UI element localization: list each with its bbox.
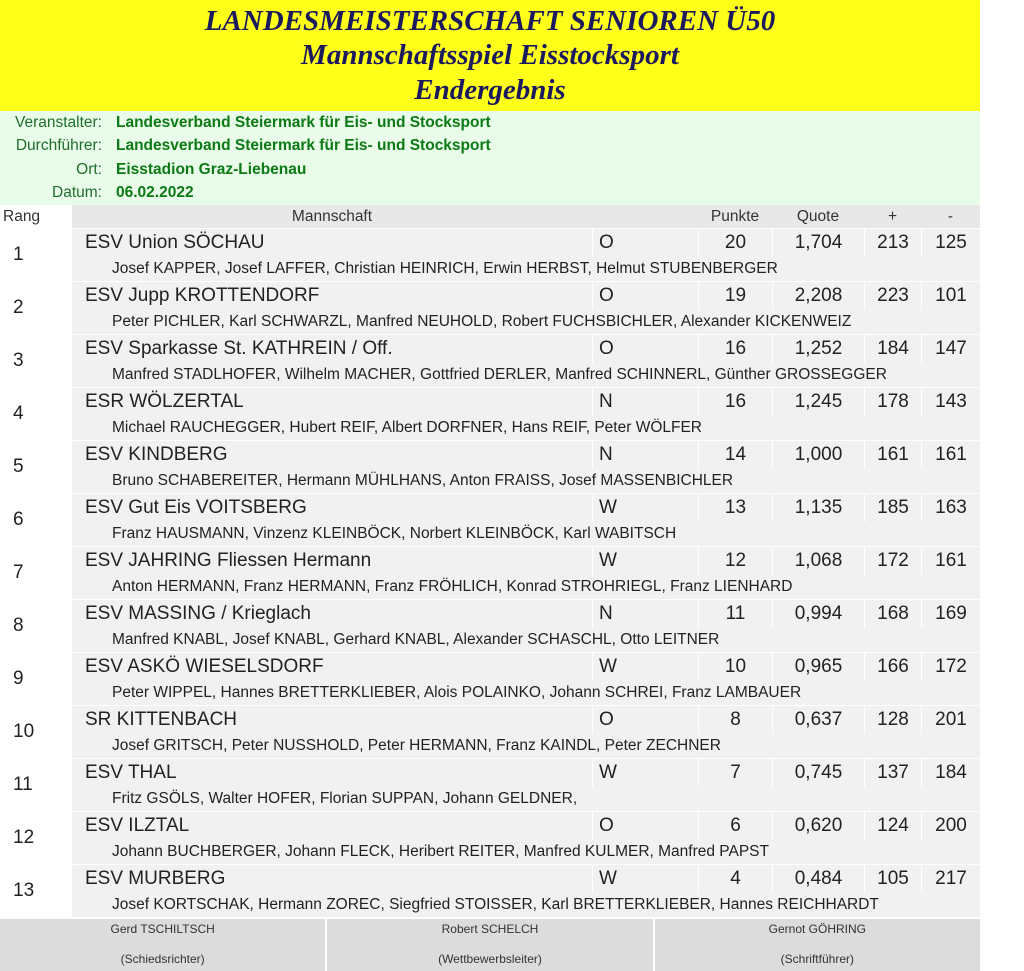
team-stats: [72, 706, 980, 734]
team-plus: 185: [864, 494, 921, 522]
team-name: SR KITTENBACH: [85, 709, 238, 730]
team-quote: 1,252: [772, 335, 864, 363]
team-minus: 200: [921, 812, 980, 840]
team-quote: 0,637: [772, 706, 864, 734]
team-stats: [72, 865, 980, 893]
team-body: [72, 388, 980, 440]
table-row: [0, 599, 980, 652]
team-players: Peter PICHLER, Karl SCHWARZL, Manfred NEUHOLD, Robert FUCHSBICHLER, Alexander KICKENWEIZ: [112, 313, 852, 330]
event-info: [0, 111, 980, 205]
team-players: Michael RAUCHEGGER, Hubert REIF, Albert DORFNER, Hans REIF, Peter WÖLFER: [112, 419, 702, 436]
team-name: ESV Sparkasse St. KATHREIN / Off.: [85, 338, 393, 359]
table-row: [0, 387, 980, 440]
team-stats: [72, 388, 980, 416]
team-stats: [72, 494, 980, 522]
team-body: [72, 282, 980, 334]
team-points: 12: [698, 547, 772, 575]
team-rank: 2: [13, 297, 24, 318]
team-points: 6: [698, 812, 772, 840]
team-points: 16: [698, 335, 772, 363]
team-minus: 217: [921, 865, 980, 893]
team-group: N: [592, 600, 698, 628]
team-plus: 172: [864, 547, 921, 575]
team-plus: 213: [864, 229, 921, 257]
team-players: Josef KAPPER, Josef LAFFER, Christian HEINRICH, Erwin HERBST, Helmut STUBENBERGER: [112, 260, 778, 277]
team-minus: 125: [921, 229, 980, 257]
team-name: ESV MURBERG: [85, 868, 226, 889]
table-row: [0, 281, 980, 334]
team-group: N: [592, 388, 698, 416]
team-stats: [72, 335, 980, 363]
team-body: [72, 653, 980, 705]
team-plus: 178: [864, 388, 921, 416]
header-punkte: Punkte: [710, 207, 760, 225]
team-players: Fritz GSÖLS, Walter HOFER, Florian SUPPAN, Johann GELDNER,: [112, 790, 578, 807]
team-plus: 223: [864, 282, 921, 310]
team-players: Anton HERMANN, Franz HERMANN, Franz FRÖHLICH, Konrad STROHRIEGL, Franz LIENHARD: [112, 578, 793, 595]
team-rank: 4: [13, 403, 24, 424]
team-body: [72, 812, 980, 864]
team-group: W: [592, 653, 698, 681]
table-row: [0, 811, 980, 864]
team-rank: 3: [13, 350, 24, 371]
team-name: ESV THAL: [85, 762, 177, 783]
team-stats: [72, 600, 980, 628]
info-value: Eisstadion Graz-Liebenau: [116, 160, 307, 178]
table-row: [0, 546, 980, 599]
official-role: (Schiedsrichter): [120, 952, 205, 966]
team-rank: 11: [13, 774, 33, 795]
team-quote: 0,484: [772, 865, 864, 893]
team-plus: 105: [864, 865, 921, 893]
team-points: 16: [698, 388, 772, 416]
team-rank: 13: [13, 880, 35, 901]
team-list: [0, 228, 980, 917]
team-group: W: [592, 547, 698, 575]
team-body: [72, 759, 980, 811]
title-line-3: Endergebnis: [414, 74, 566, 106]
header-minus: -: [947, 207, 954, 225]
team-name: ESV Gut Eis VOITSBERG: [85, 497, 307, 518]
team-plus: 128: [864, 706, 921, 734]
info-row: [0, 158, 980, 182]
team-stats: [72, 759, 980, 787]
table-row: [0, 758, 980, 811]
team-minus: 172: [921, 653, 980, 681]
team-points: 8: [698, 706, 772, 734]
info-row: [0, 182, 980, 206]
info-row: [0, 135, 980, 159]
team-plus: 124: [864, 812, 921, 840]
header-cells: [72, 205, 980, 228]
official-role: (Wettbewerbsleiter): [438, 952, 542, 966]
info-row: [0, 111, 980, 135]
team-points: 4: [698, 865, 772, 893]
officials-footer: [0, 917, 980, 971]
info-label: Datum:: [52, 184, 102, 202]
team-quote: 0,745: [772, 759, 864, 787]
official-name: Robert SCHELCH: [441, 922, 539, 936]
official-name: Gernot GÖHRING: [768, 922, 866, 936]
team-quote: 2,208: [772, 282, 864, 310]
team-points: 10: [698, 653, 772, 681]
team-quote: 1,704: [772, 229, 864, 257]
team-points: 13: [698, 494, 772, 522]
info-label: Veranstalter:: [14, 113, 102, 131]
team-points: 14: [698, 441, 772, 469]
team-stats: [72, 229, 980, 257]
table-row: [0, 705, 980, 758]
table-row: [0, 334, 980, 387]
info-value: Landesverband Steiermark für Eis- und Stocksport: [116, 113, 491, 131]
team-rank: 6: [13, 509, 24, 530]
team-group: N: [592, 441, 698, 469]
team-players: Manfred KNABL, Josef KNABL, Gerhard KNABL, Alexander SCHASCHL, Otto LEITNER: [112, 631, 720, 648]
team-plus: 166: [864, 653, 921, 681]
team-points: 20: [698, 229, 772, 257]
team-body: [72, 441, 980, 493]
team-body: [72, 865, 980, 917]
team-group: O: [592, 229, 698, 257]
team-stats: [72, 547, 980, 575]
header-mannschaft: Mannschaft: [291, 207, 373, 225]
table-row: [0, 864, 980, 917]
team-group: O: [592, 335, 698, 363]
team-points: 19: [698, 282, 772, 310]
official-name: Gerd TSCHILTSCH: [110, 922, 215, 936]
team-body: [72, 229, 980, 281]
team-minus: 161: [921, 441, 980, 469]
team-quote: 1,135: [772, 494, 864, 522]
team-players: Josef KORTSCHAK, Hermann ZOREC, Siegfried STOISSER, Karl BRETTERKLIEBER, Hannes REICHHARDT: [112, 896, 879, 913]
team-group: W: [592, 759, 698, 787]
team-minus: 169: [921, 600, 980, 628]
team-rank: 8: [13, 615, 24, 636]
table-row: [0, 440, 980, 493]
team-stats: [72, 441, 980, 469]
team-rank: 12: [13, 827, 35, 848]
team-minus: 184: [921, 759, 980, 787]
header-quote: Quote: [796, 207, 840, 225]
team-plus: 168: [864, 600, 921, 628]
info-label: Durchführer:: [15, 137, 102, 155]
table-row: [0, 652, 980, 705]
title-line-2: Mannschaftsspiel Eisstocksport: [301, 39, 679, 71]
official-secretary: [653, 919, 980, 971]
team-name: ESV Jupp KROTTENDORF: [85, 285, 320, 306]
title-line-1: LANDESMEISTERSCHAFT SENIOREN Ü50: [204, 5, 776, 37]
team-quote: 0,994: [772, 600, 864, 628]
team-body: [72, 335, 980, 387]
header-plus: +: [887, 207, 898, 225]
team-players: Josef GRITSCH, Peter NUSSHOLD, Peter HERMANN, Franz KAINDL, Peter ZECHNER: [112, 737, 721, 754]
team-points: 11: [698, 600, 772, 628]
team-group: W: [592, 865, 698, 893]
info-label: Ort:: [76, 160, 102, 178]
team-body: [72, 494, 980, 546]
team-players: Franz HAUSMANN, Vinzenz KLEINBÖCK, Norbert KLEINBÖCK, Karl WABITSCH: [112, 525, 677, 542]
table-row: [0, 228, 980, 281]
team-players: Johann BUCHBERGER, Johann FLECK, Heribert REITER, Manfred KULMER, Manfred PAPST: [112, 843, 769, 860]
team-players: Peter WIPPEL, Hannes BRETTERKLIEBER, Alois POLAINKO, Johann SCHREI, Franz LAMBAUER: [112, 684, 802, 701]
team-name: ESV JAHRING Fliessen Hermann: [85, 550, 372, 571]
team-minus: 101: [921, 282, 980, 310]
team-body: [72, 600, 980, 652]
team-rank: 10: [13, 721, 35, 742]
team-quote: 0,620: [772, 812, 864, 840]
team-name: ESV KINDBERG: [85, 444, 228, 465]
team-body: [72, 547, 980, 599]
info-value: Landesverband Steiermark für Eis- und Stocksport: [116, 137, 491, 155]
team-stats: [72, 812, 980, 840]
team-minus: 161: [921, 547, 980, 575]
team-points: 7: [698, 759, 772, 787]
official-referee: [0, 919, 325, 971]
team-quote: 0,965: [772, 653, 864, 681]
official-role: (Schriftführer): [780, 952, 854, 966]
team-body: [72, 706, 980, 758]
team-name: ESV Union SÖCHAU: [85, 232, 265, 253]
team-stats: [72, 653, 980, 681]
team-players: Bruno SCHABEREITER, Hermann MÜHLHANS, Anton FRAISS, Josef MASSENBICHLER: [112, 472, 734, 489]
team-name: ESV MASSING / Krieglach: [85, 603, 311, 624]
team-rank: 1: [13, 244, 24, 265]
team-name: ESV ILZTAL: [85, 815, 190, 836]
team-quote: 1,245: [772, 388, 864, 416]
team-name: ESR WÖLZERTAL: [85, 391, 244, 412]
team-minus: 163: [921, 494, 980, 522]
team-rank: 7: [13, 562, 24, 583]
team-plus: 137: [864, 759, 921, 787]
table-header: [0, 205, 980, 228]
team-minus: 147: [921, 335, 980, 363]
info-value: 06.02.2022: [116, 184, 194, 202]
team-name: ESV ASKÖ WIESELSDORF: [85, 656, 324, 677]
team-rank: 5: [13, 456, 24, 477]
header-rang: Rang: [0, 208, 72, 226]
team-quote: 1,000: [772, 441, 864, 469]
title-banner: [0, 0, 980, 111]
team-group: O: [592, 706, 698, 734]
team-rank: 9: [13, 668, 24, 689]
official-competition-lead: [325, 919, 652, 971]
team-plus: 161: [864, 441, 921, 469]
table-row: [0, 493, 980, 546]
team-minus: 201: [921, 706, 980, 734]
team-group: O: [592, 812, 698, 840]
team-plus: 184: [864, 335, 921, 363]
team-stats: [72, 282, 980, 310]
team-players: Manfred STADLHOFER, Wilhelm MACHER, Gottfried DERLER, Manfred SCHINNERL, Günther GROSSEGGER: [112, 366, 887, 383]
team-group: W: [592, 494, 698, 522]
team-minus: 143: [921, 388, 980, 416]
team-group: O: [592, 282, 698, 310]
team-quote: 1,068: [772, 547, 864, 575]
